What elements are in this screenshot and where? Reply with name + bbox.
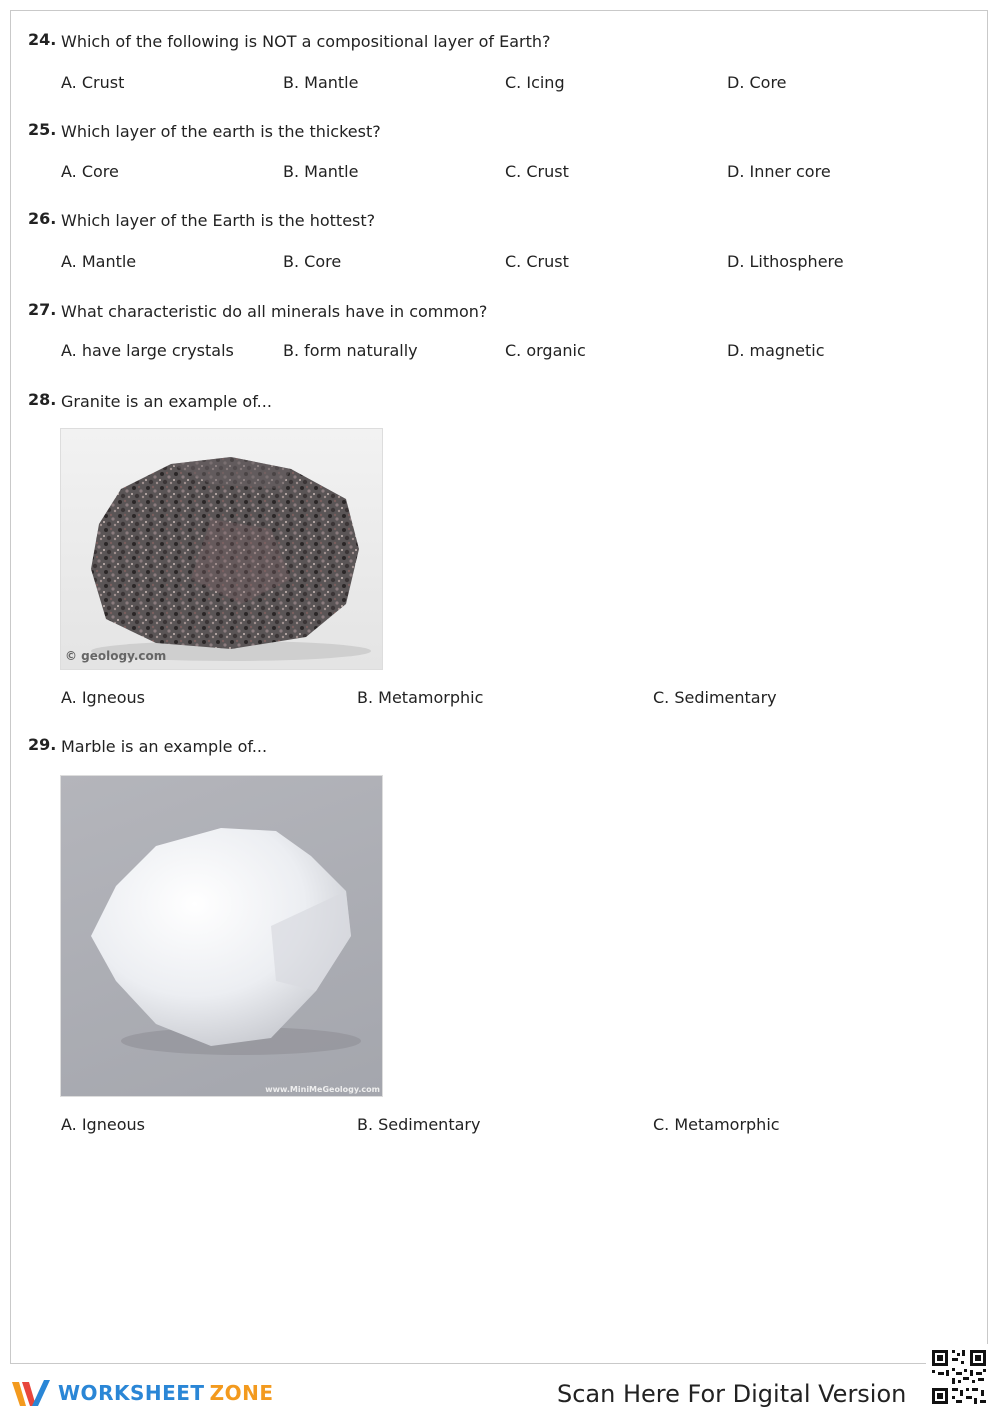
answer-option[interactable]: C. Metamorphic (653, 1115, 780, 1134)
answer-option[interactable]: B. Mantle (283, 73, 359, 92)
answer-option[interactable]: A. Crust (61, 73, 125, 92)
answer-option[interactable]: D. magnetic (727, 341, 825, 360)
marble-rock-illustration (61, 776, 383, 1097)
answer-option[interactable]: B. form naturally (283, 341, 418, 360)
question-number: 26. (28, 209, 57, 228)
answer-option[interactable]: B. Core (283, 252, 342, 271)
question-number: 27. (28, 300, 57, 319)
answer-option[interactable]: D. Core (727, 73, 787, 92)
granite-photo (60, 428, 383, 670)
answer-option[interactable]: C. Sedimentary (653, 688, 777, 707)
question-number: 25. (28, 120, 57, 139)
answer-option[interactable]: A. Igneous (61, 688, 145, 707)
question-text: Which layer of the Earth is the hottest? (61, 211, 376, 230)
question-text: Granite is an example of... (61, 392, 272, 411)
answer-option[interactable]: B. Mantle (283, 162, 359, 181)
answer-option[interactable]: B. Sedimentary (357, 1115, 481, 1134)
answer-option[interactable]: A. Mantle (61, 252, 137, 271)
question-text: Which of the following is NOT a compositional layer of Earth? (61, 32, 551, 51)
question-number: 24. (28, 30, 57, 49)
answer-option[interactable]: C. Crust (505, 252, 569, 271)
answer-option[interactable]: C. Icing (505, 73, 565, 92)
answer-option[interactable]: D. Lithosphere (727, 252, 844, 271)
brand-name (58, 1381, 273, 1405)
answer-option[interactable]: A. Core (61, 162, 119, 181)
brand-word-zone: ZONE (209, 1381, 274, 1405)
answer-option[interactable]: B. Metamorphic (357, 688, 484, 707)
answer-option[interactable]: C. Crust (505, 162, 569, 181)
qr-code-icon[interactable] (926, 1344, 992, 1410)
image-caption: www.MiniMeGeology.com (265, 1085, 380, 1094)
question-number: 28. (28, 390, 57, 409)
scan-prompt: Scan Here For Digital Version (557, 1380, 907, 1408)
granite-rock-illustration (61, 429, 383, 670)
answer-option[interactable]: A. have large crystals (61, 341, 234, 360)
brand-word-worksheet: WORKSHEET (58, 1381, 205, 1405)
question-number: 29. (28, 735, 57, 754)
answer-option[interactable]: D. Inner core (727, 162, 831, 181)
answer-option[interactable]: C. organic (505, 341, 586, 360)
question-text: Marble is an example of... (61, 737, 268, 756)
marble-photo (60, 775, 383, 1097)
question-text: Which layer of the earth is the thickest? (61, 122, 381, 141)
image-caption: © geology.com (65, 649, 167, 663)
answer-option[interactable]: A. Igneous (61, 1115, 145, 1134)
worksheet-zone-logo-icon (10, 1376, 52, 1410)
question-text: What characteristic do all minerals have in common? (61, 302, 488, 321)
